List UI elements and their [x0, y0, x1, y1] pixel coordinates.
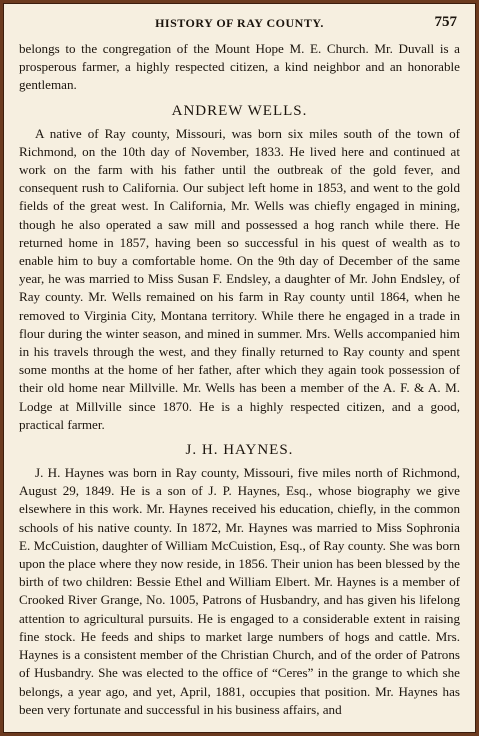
- section-heading-j-h-haynes: J. H. HAYNES.: [185, 442, 294, 459]
- continuation-paragraph: belongs to the congregation of the Mount Hope M. E. Church. Mr. Duvall is a prosperous farmer, a highly respected citizen, a kind neighbor and an honorable gentleman.: [19, 41, 460, 93]
- page-body: [19, 40, 460, 719]
- andrew-wells-paragraph: A native of Ray county, Missouri, was born six miles south of the town of Richmond, on the 10th day of November, 1833. He lived here and continued at work on the farm with his father until the outbreak of the gold fever, and consequent rush to California. Our subject left home in 1853, and went to the gold fields of the great west. In California, Mr. Wells was chiefly engaged in mining, though he also operated a saw mill and possessed a hog ranch while there. He returned home in 1857, having been so successful in his quest of wealth as to enable him to buy a comfortable home. On the 9th day of December of the same year, he was married to Miss Susan F. Endsley, a daughter of Mr. John Endsley, of Ray county. Mr. Wells remained on his farm in Ray county until 1864, when he removed to Virginia City, Montana territory. While there he engaged in a trade in flour during the winter season, and mined in summer. Mrs. Wells accompanied him in his travels through the west, and they finally returned to Ray county and spent some months at the home of her father, after which they again took possession of their old home near Millville. Mr. Wells has been a member of the A. F. & A. M. Lodge at Millville since 1870. He is a highly respected citizen, and a good, practical farmer.: [19, 125, 460, 432]
- j-h-haynes-paragraph: J. H. Haynes was born in Ray county, Missouri, five miles north of Richmond, August 29, 1849. He is a son of J. P. Haynes, Esq., whose biography we give elsewhere in this work. Mr. Haynes received his education, chiefly, in the common schools of his native county. In 1872, Mr. Haynes was married to Miss Sophronia E. McCuistion, daughter of William McCuistion, Esq., of Ray county. She was born upon the place where they now reside, in 1856. Their union has been blessed by the birth of two children: Bessie Ethel and William Elbert. Mr. Haynes is a member of Crooked River Grange, No. 1005, Patrons of Husbandry, and has given his lifelong attention to agricultural pursuits. He is engaged to a considerable extent in raising fine stock. He feeds and ships to market large numbers of hogs and cattle. Mrs. Haynes is a consistent member of the Christian Church, and of the order of Patrons of Husbandry. She was elected to the office of “Ceres” in the grange to which she belongs, a year ago, and yet, April, 1881, occupies that position. Mr. Haynes has been very fortunate and successful in his business affairs, and: [19, 465, 460, 717]
- page-number: 757: [434, 14, 457, 30]
- scanned-page: [3, 3, 476, 733]
- section-heading-andrew-wells: ANDREW WELLS.: [171, 102, 308, 119]
- running-title: HISTORY OF RAY COUNTY.: [155, 16, 324, 30]
- page-header: [4, 16, 475, 32]
